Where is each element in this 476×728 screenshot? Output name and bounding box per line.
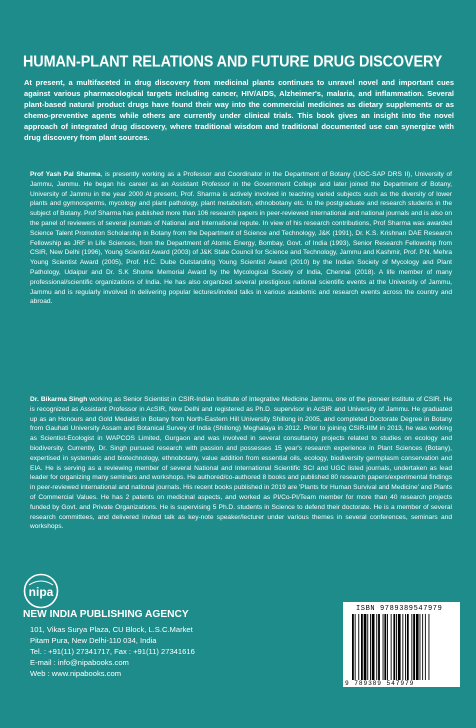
barcode-bar (384, 614, 386, 680)
barcode-bar (425, 614, 426, 680)
barcode-bar (416, 614, 419, 680)
barcode-bar (383, 614, 384, 680)
barcode-bar (411, 614, 412, 680)
publisher-address-line-2: Pitam Pura, New Delhi-110 034, India (30, 636, 157, 645)
author-name-2: Dr. Bikarma Singh (30, 396, 88, 403)
publisher-name: NEW INDIA PUBLISHING AGENCY (23, 609, 189, 620)
barcode-bar (402, 614, 403, 680)
barcode-bar (361, 614, 363, 680)
barcode-bar (364, 614, 367, 680)
barcode-bar (422, 614, 423, 680)
barcode-bar (391, 614, 392, 680)
book-title: HUMAN-PLANT RELATIONS AND FUTURE DRUG DISCOVERY (23, 53, 443, 71)
barcode-bar (358, 614, 359, 680)
nipa-logo (23, 573, 59, 609)
publisher-website: Web : www.nipabooks.com (30, 669, 122, 678)
barcode-bar (407, 614, 409, 680)
barcode-bar (429, 614, 430, 680)
author-bio-2 (30, 395, 452, 532)
barcode-bar (355, 614, 356, 680)
author-name-1: Prof Yash Pal Sharma (30, 171, 101, 178)
barcode-bar (370, 614, 371, 680)
barcode-bar (352, 614, 354, 680)
barcode-bar (420, 614, 421, 680)
logo-text: nipa (28, 585, 54, 599)
barcode-bar (393, 614, 395, 680)
author-bio-text-2: working as Senior Scientist in CSIR-Indian Institute of Integrative Medicine Jammu, one of the pioneer institute of CSIR. He is recognized as Assistant Professor in AcSIR, New Delhi and registered as Ph.D. supervisor in AcSIR and University of Jammu. He graduated up as an Honours and Gold Medalist in Botany from North-Eastern Hill University Shillong in 2005, and completed Doctorate Degree in Botany from Gauhati University Assam and Botanical Survey of India (Shillong) Meghalaya in 2012. Prior to joining CSIR-IIIM in 2013, he was working as Scientist-Ecologist in WAPCOS Limited, Gurgaon and was involved in several consultancy projects related to studies on ecology and biodiversity. Currently, Dr. Singh pursued research with passion and possesses 15 year's research experience in Plant Sciences (Botany), expertised in systematic and biotechnology, ethnobotany, value addition from essential oils, ecology, biodiversity germplasm conservation and EIA. He is serving as a reviewing member of several National and International Scientific SCI and UGC listed journals, undertaken as lead leader for organizing many seminars and workshops. He authored/co-authored 8 books and published 80 research papers/experimental findings in peer-reviewed international and national journals. His recent books published in 2019 are 'Plants for Human Survival and Medicine' and Plants of Commercial Values. He has 2 patents on medicinal aspects, and worked as PI/Co-PI/Team member for more than 40 research projects funded by Govt. and Private Organizations. He is supervising 5 Ph.D. students in Science to defend their doctorate. He is a member of several research committees, and delivered invited talk as key-note speaker/lecturer under various themes in several conferences, seminars and workshops. (30, 396, 452, 531)
publisher-phone: Tel. : +91(11) 27341717, Fax : +91(11) 27341616 (30, 647, 195, 656)
author-bio-1 (30, 170, 452, 307)
barcode-bar (405, 614, 406, 680)
isbn-label: ISBN 9789389547979 (356, 605, 443, 613)
barcode-bar (398, 614, 401, 680)
book-description: At present, a multifaceted in drug discovery from medicinal plants continues to unravel novel and important cues against various pharmacological targets including cancer, HIV/AIDS, Alzheimer's, malaria, and inflammation. Several plant-based natural product drugs have found their way into the commercial medicines as dietary supplements or as chemo-preventive agents while others are currently under clinical trials. This book gives an insight into the novel approach of integrated drug discovery, where traditional wisdom and traditional documented use can synergize with drug discovery from plant sources. (24, 78, 454, 142)
publisher-address-line-1: 101, Vikas Surya Plaza, CU Block, L.S.C.Market (30, 625, 193, 634)
barcode-bar (372, 614, 375, 680)
barcode-bar (387, 614, 388, 680)
publisher-email: E-mail : info@nipabooks.com (30, 658, 129, 667)
barcode-bar (378, 614, 380, 680)
barcode-icon (352, 614, 450, 680)
barcode-bar (376, 614, 377, 680)
barcode-bar (396, 614, 397, 680)
barcode-bar (367, 614, 368, 680)
barcode-number: 9 789389 547979 (345, 680, 415, 687)
author-bio-text-1: , is presently working as a Professor and Coordinator in the Department of Botany (UGC-SAP DRS II), University of Jammu, Jammu. He began his career as an Assistant Professor in the Government College and later joined the Department of Botany, University of Jammu in the year 2000 At present, Prof. Sharma is actively involved in teaching varied subjects such as the diversity of lower plants and gymnosperms, mycology and plant pathology, plant metabolism, ethnobotany etc. to the postgraduate and research students in the subject of Botany. Prof Sharma has published more than 106 research papers in peer-reviewed international and national journals and is also on the panel of reviewers of several journals of National and International repute. In view of his research contributions, Prof Sharma was awarded Science Talent Promotion Scholarship in Botany from the Department of Science and Technology, J&K (1991), Dr. K.S. Krishnan DAE Research Fellowship as JRF in Life Sciences, from the Department of Atomic Energy, Bombay, Govt. of India (1993), Senior Research Fellowship from CSIR, New Delhi (1996), Young Scientist Award (2003) of J&K State Council for Science and Technology, Jammu and Kashmir, Prof. P.N. Mehra Young Scientist Award (2005), Prof. H.C. Dube Outstanding Young Scientist Award (2010) by the Indian Society of Mycology and Plant Pathology, Udaipur and Dr. S.K Shome Memorial Award by the Mycological Society of India, Chennai (2018). A life member of many professional/scientific organizations of India. He has also organized several prestigious national scientific events at the University of Jammu, Jammu and is regularly involved in delivering popular lectures/invited talks in various academic and research events across the country and abroad. (30, 171, 452, 306)
barcode-bar (413, 614, 415, 680)
